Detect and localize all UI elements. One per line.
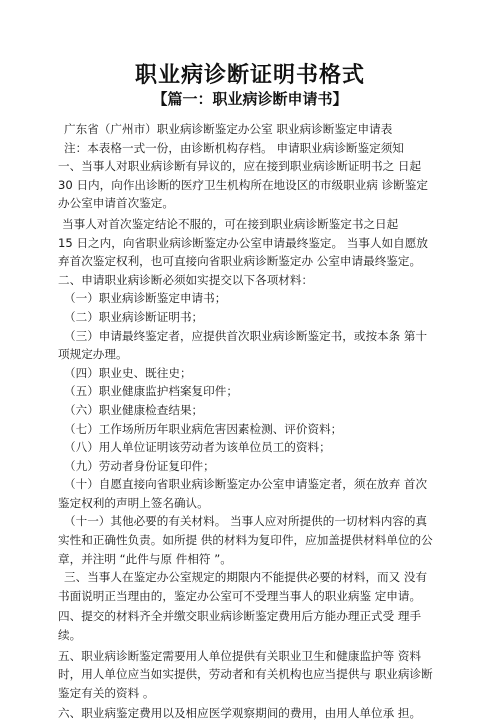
body-line: 鉴定权利的声明上签名确认。 bbox=[58, 495, 209, 510]
body-line: 当事人对首次鉴定结论不服的，可在接到职业病诊断鉴定书之日起 bbox=[62, 216, 399, 231]
body-line: 注：本表格一式一份，由诊断机构存档。 申请职业病诊断鉴定须知 bbox=[64, 140, 404, 155]
body-line: （四）职业史、既往史； bbox=[64, 365, 192, 380]
body-line: 时，用人单位应当如实提供，劳动者和有关机构也应当提供与 职业病诊断 bbox=[58, 667, 433, 682]
body-line: 一、当事人对职业病诊断有异议的，应在接到职业病诊断证明书之 日起 bbox=[58, 159, 422, 174]
body-line: （一）职业病诊断鉴定申请书； bbox=[64, 291, 227, 306]
body-line: （二）职业病诊断证明书； bbox=[64, 309, 204, 324]
body-line: （十）自愿直接向省职业病诊断鉴定办公室申请鉴定者，须在放弃 首次 bbox=[64, 477, 428, 492]
body-line: 二、申请职业病诊断必须如实提交以下各项材料： bbox=[58, 272, 314, 287]
body-line: （八）用人单位证明该劳动者为该单位员工的资料； bbox=[64, 440, 331, 455]
body-line: （十一）其他必要的有关材料。 当事人应对所提供的一切材料内容的真 bbox=[64, 514, 428, 529]
body-line: （三）申请最终鉴定者，应提供首次职业病诊断鉴定书，或按本条 第十 bbox=[64, 328, 428, 343]
body-line: 五、职业病诊断鉴定需要用人单位提供有关职业卫生和健康监护等 资料 bbox=[58, 648, 422, 663]
body-line: 弃首次鉴定权利，也可直接向省职业病诊断鉴定办 公室申请最终鉴定。 bbox=[58, 254, 422, 269]
body-line: （七）工作场所历年职业病危害因素检测、评价资料； bbox=[64, 421, 343, 436]
body-line: 鉴定有关的资料 。 bbox=[58, 685, 155, 700]
body-line: 广东省（广州市）职业病诊断鉴定办公室 职业病诊断鉴定申请表 bbox=[64, 122, 393, 136]
body-line: （九）劳动者身份证复印件； bbox=[64, 458, 215, 473]
body-line: 30 日内，向作出诊断的医疗卫生机构所在地设区的市级职业病 诊断鉴定 bbox=[58, 177, 428, 192]
body-line: 四、提交的材料齐全并缴交职业病诊断鉴定费用后方能办理正式受 理手 bbox=[58, 609, 422, 624]
body-line: 实性和正确性负责。如所提 供的材料为复印件，应加盖提供材料单位的公 bbox=[58, 533, 433, 548]
body-line: 书面说明正当理由的，鉴定办公室可不受理当事人的职业病鉴 定申请。 bbox=[58, 588, 422, 603]
document-body bbox=[58, 120, 464, 723]
document-title: 职业病诊断证明书格式 bbox=[134, 63, 365, 88]
document-subtitle: 【篇一：职业病诊断申请书】 bbox=[152, 90, 348, 108]
body-line: （六）职业健康检查结果； bbox=[64, 402, 204, 417]
body-line: 六、职业病鉴定费用以及相应医学观察期间的费用，由用人单位承 担。 bbox=[58, 706, 422, 721]
body-line: （五）职业健康监护档案复印件； bbox=[64, 384, 238, 399]
body-line: 15 日之内，向省职业病诊断鉴定办公室申请最终鉴定。 当事人如自愿放 bbox=[58, 235, 428, 250]
body-line: 办公室申请首次鉴定。 bbox=[58, 196, 174, 211]
body-line: 续。 bbox=[58, 628, 82, 643]
body-line: 项规定办理。 bbox=[58, 347, 128, 362]
body-line: 章，并注明 “此件与原 件相符 ”。 bbox=[58, 551, 232, 566]
body-line: 三、当事人在鉴定办公室规定的期限内不能提供必要的材料，而又 没有 bbox=[64, 570, 428, 585]
